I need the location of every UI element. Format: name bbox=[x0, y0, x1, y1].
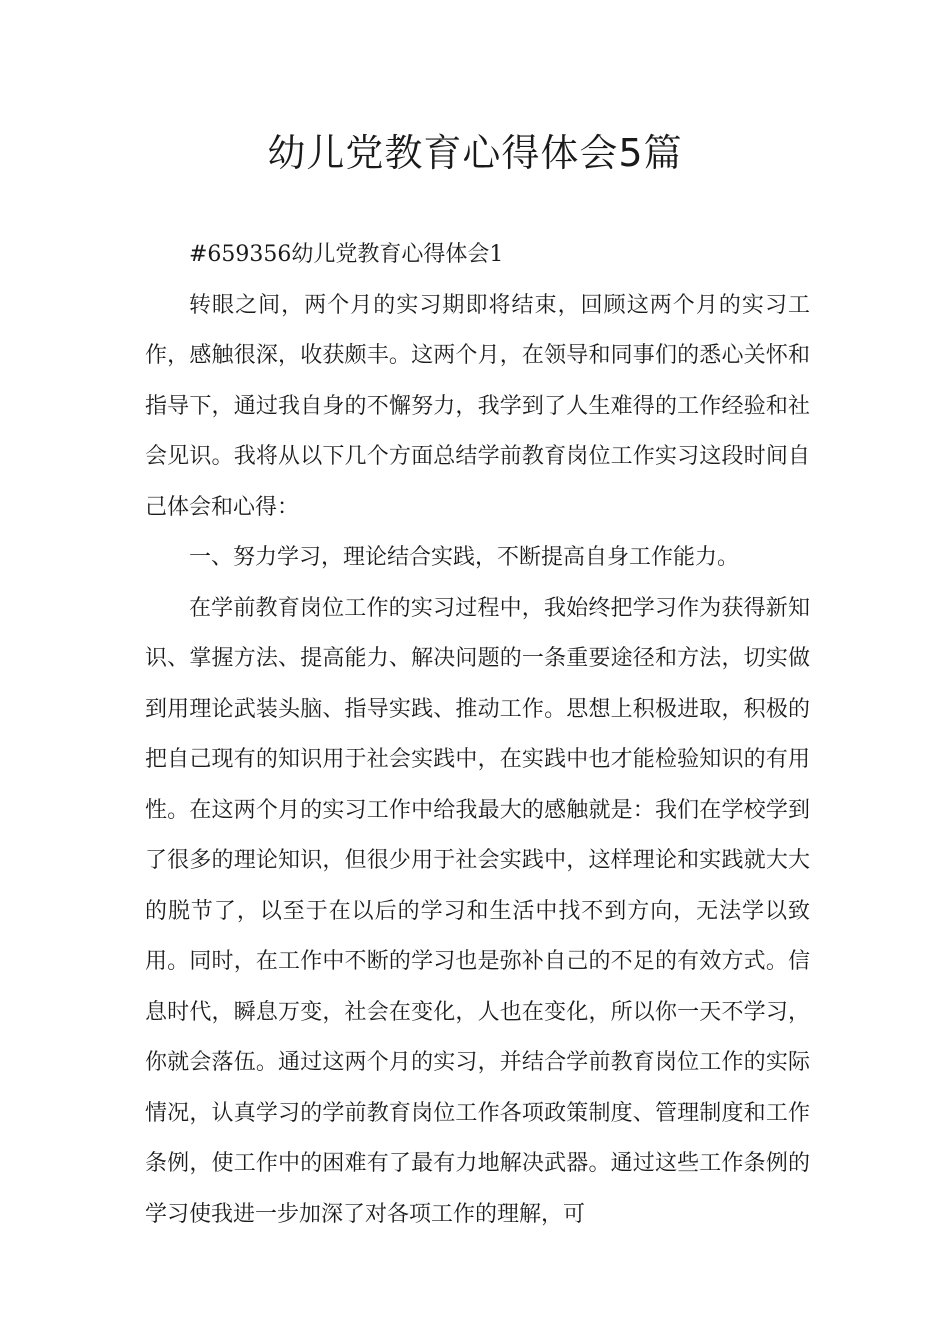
paragraph-point-one: 一、努力学习，理论结合实践，不断提高自身工作能力。 bbox=[189, 545, 740, 570]
document-body bbox=[145, 230, 810, 1240]
paragraph-intro: 转眼之间，两个月的实习期即将结束，回顾这两个月的实习工作，感触很深，收获颇丰。这两个月，在领导和同事们的悉心关怀和指导下，通过我自身的不懈努力，我学到了人生难得的工作经验和社会见识。我将从以下几个方面总结学前教育岗位工作实习这段时间自己体会和心得： bbox=[145, 292, 810, 520]
section-heading: #659356幼儿党教育心得体会1 bbox=[189, 242, 504, 267]
paragraph-study: 在学前教育岗位工作的实习过程中，我始终把学习作为获得新知识、掌握方法、提高能力、解决问题的一条重要途径和方法，切实做到用理论武装头脑、指导实践、推动工作。思想上积极进取，积极的把自己现有的知识用于社会实践中，在实践中也才能检验知识的有用性。在这两个月的实习工作中给我最大的感触就是：我们在学校学到了很多的理论知识，但很少用于社会实践中，这样理论和实践就大大的脱节了，以至于在以后的学习和生活中找不到方向，无法学以致用。同时，在工作中不断的学习也是弥补自己的不足的有效方式。信息时代，瞬息万变，社会在变化，人也在变化，所以你一天不学习，你就会落伍。通过这两个月的实习，并结合学前教育岗位工作的实际情况，认真学习的学前教育岗位工作各项政策制度、管理制度和工作条例，使工作中的困难有了最有力地解决武器。通过这些工作条例的学习使我进一步加深了对各项工作的理解，可 bbox=[145, 595, 810, 1227]
document-title: 幼儿党教育心得体会5篇 bbox=[267, 131, 683, 175]
